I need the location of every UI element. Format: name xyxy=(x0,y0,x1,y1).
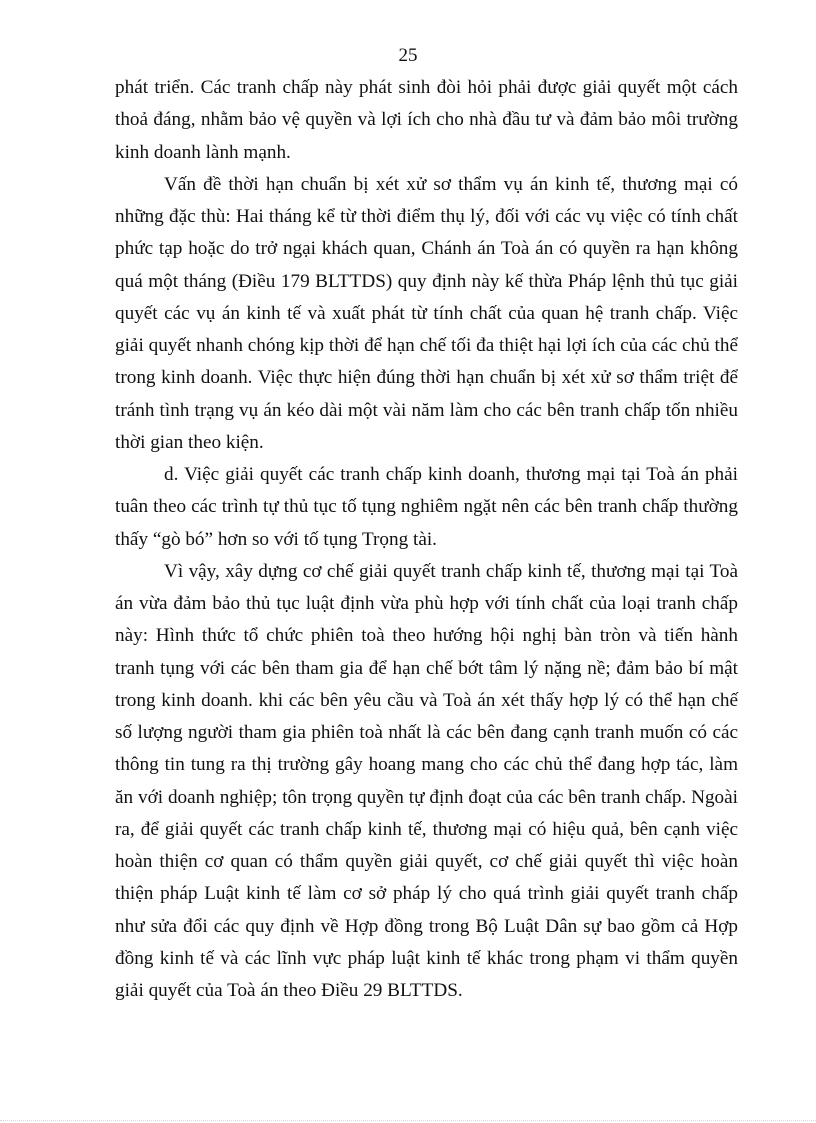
paragraph-dispute-resolution-mechanism: Vì vậy, xây dựng cơ chế giải quyết tranh chấp kinh tế, thương mại tại Toà án vừa đảm bảo thủ tục luật định vừa phù hợp với tính chất của loại tranh chấp này: Hình thức tổ chức phiên toà theo hướng hội nghị bàn tròn và tiến hành tranh tụng với các bên tham gia để hạn chế bớt tâm lý nặng nề; đảm bảo bí mật trong kinh doanh. khi các bên yêu cầu và Toà án xét thấy hợp lý có thể hạn chế số lượng người tham gia phiên toà nhất là các bên đang cạnh tranh muốn có các thông tin tung ra thị trường gây hoang mang cho các chủ thể đang hợp tác, làm ăn với doanh nghiệp; tôn trọng quyền tự định đoạt của các bên tranh chấp. Ngoài ra, để giải quyết các tranh chấp kinh tế, thương mại có hiệu quả, bên cạnh việc hoàn thiện cơ quan có thẩm quyền giải quyết, cơ chế giải quyết thì việc hoàn thiện pháp Luật kinh tế làm cơ sở pháp lý cho quá trình giải quyết tranh chấp như sửa đổi các quy định về Hợp đồng trong Bộ Luật Dân sự bao gồm cả Hợp đồng kinh tế và các lĩnh vực pháp luật kinh tế khác trong phạm vi thẩm quyền giải quyết của Toà án theo Điều 29 BLTTDS. xyxy=(115,560,738,1001)
paragraph-trial-preparation-deadline: Vấn đề thời hạn chuẩn bị xét xử sơ thẩm vụ án kinh tế, thương mại có những đặc thù: Hai tháng kể từ thời điểm thụ lý, đối với các vụ việc có tính chất phức tạp hoặc do trở ngại khách quan, Chánh án Toà án có quyền ra hạn không quá một tháng (Điều 179 BLTTDS) quy định này kế thừa Pháp lệnh thủ tục giải quyết các vụ án kinh tế và xuất phát từ tính chất của quan hệ tranh chấp. Việc giải quyết nhanh chóng kịp thời để hạn chế tối đa thiệt hại lợi ích của các chủ thể trong kinh doanh. Việc thực hiện đúng thời hạn chuẩn bị xét xử sơ thẩm triệt để tránh tình trạng vụ án kéo dài một vài năm làm cho các bên tranh chấp tốn nhiều thời gian theo kiện. xyxy=(115,173,738,453)
page-number: 25 xyxy=(398,45,418,66)
paragraph-continuation: phát triển. Các tranh chấp này phát sinh đòi hỏi phải được giải quyết một cách thoả đáng, nhằm bảo vệ quyền và lợi ích cho nhà đầu tư và đảm bảo môi trường kinh doanh lành mạnh. xyxy=(115,77,738,163)
paragraph-court-procedure-strictness: d. Việc giải quyết các tranh chấp kinh doanh, thương mại tại Toà án phải tuân theo các trình tự thủ tục tố tụng nghiêm ngặt nên các bên tranh chấp thường thấy “gò bó” hơn so với tố tụng Trọng tài. xyxy=(115,464,738,550)
page-bottom-rule xyxy=(0,1120,816,1121)
document-body xyxy=(115,72,738,1007)
